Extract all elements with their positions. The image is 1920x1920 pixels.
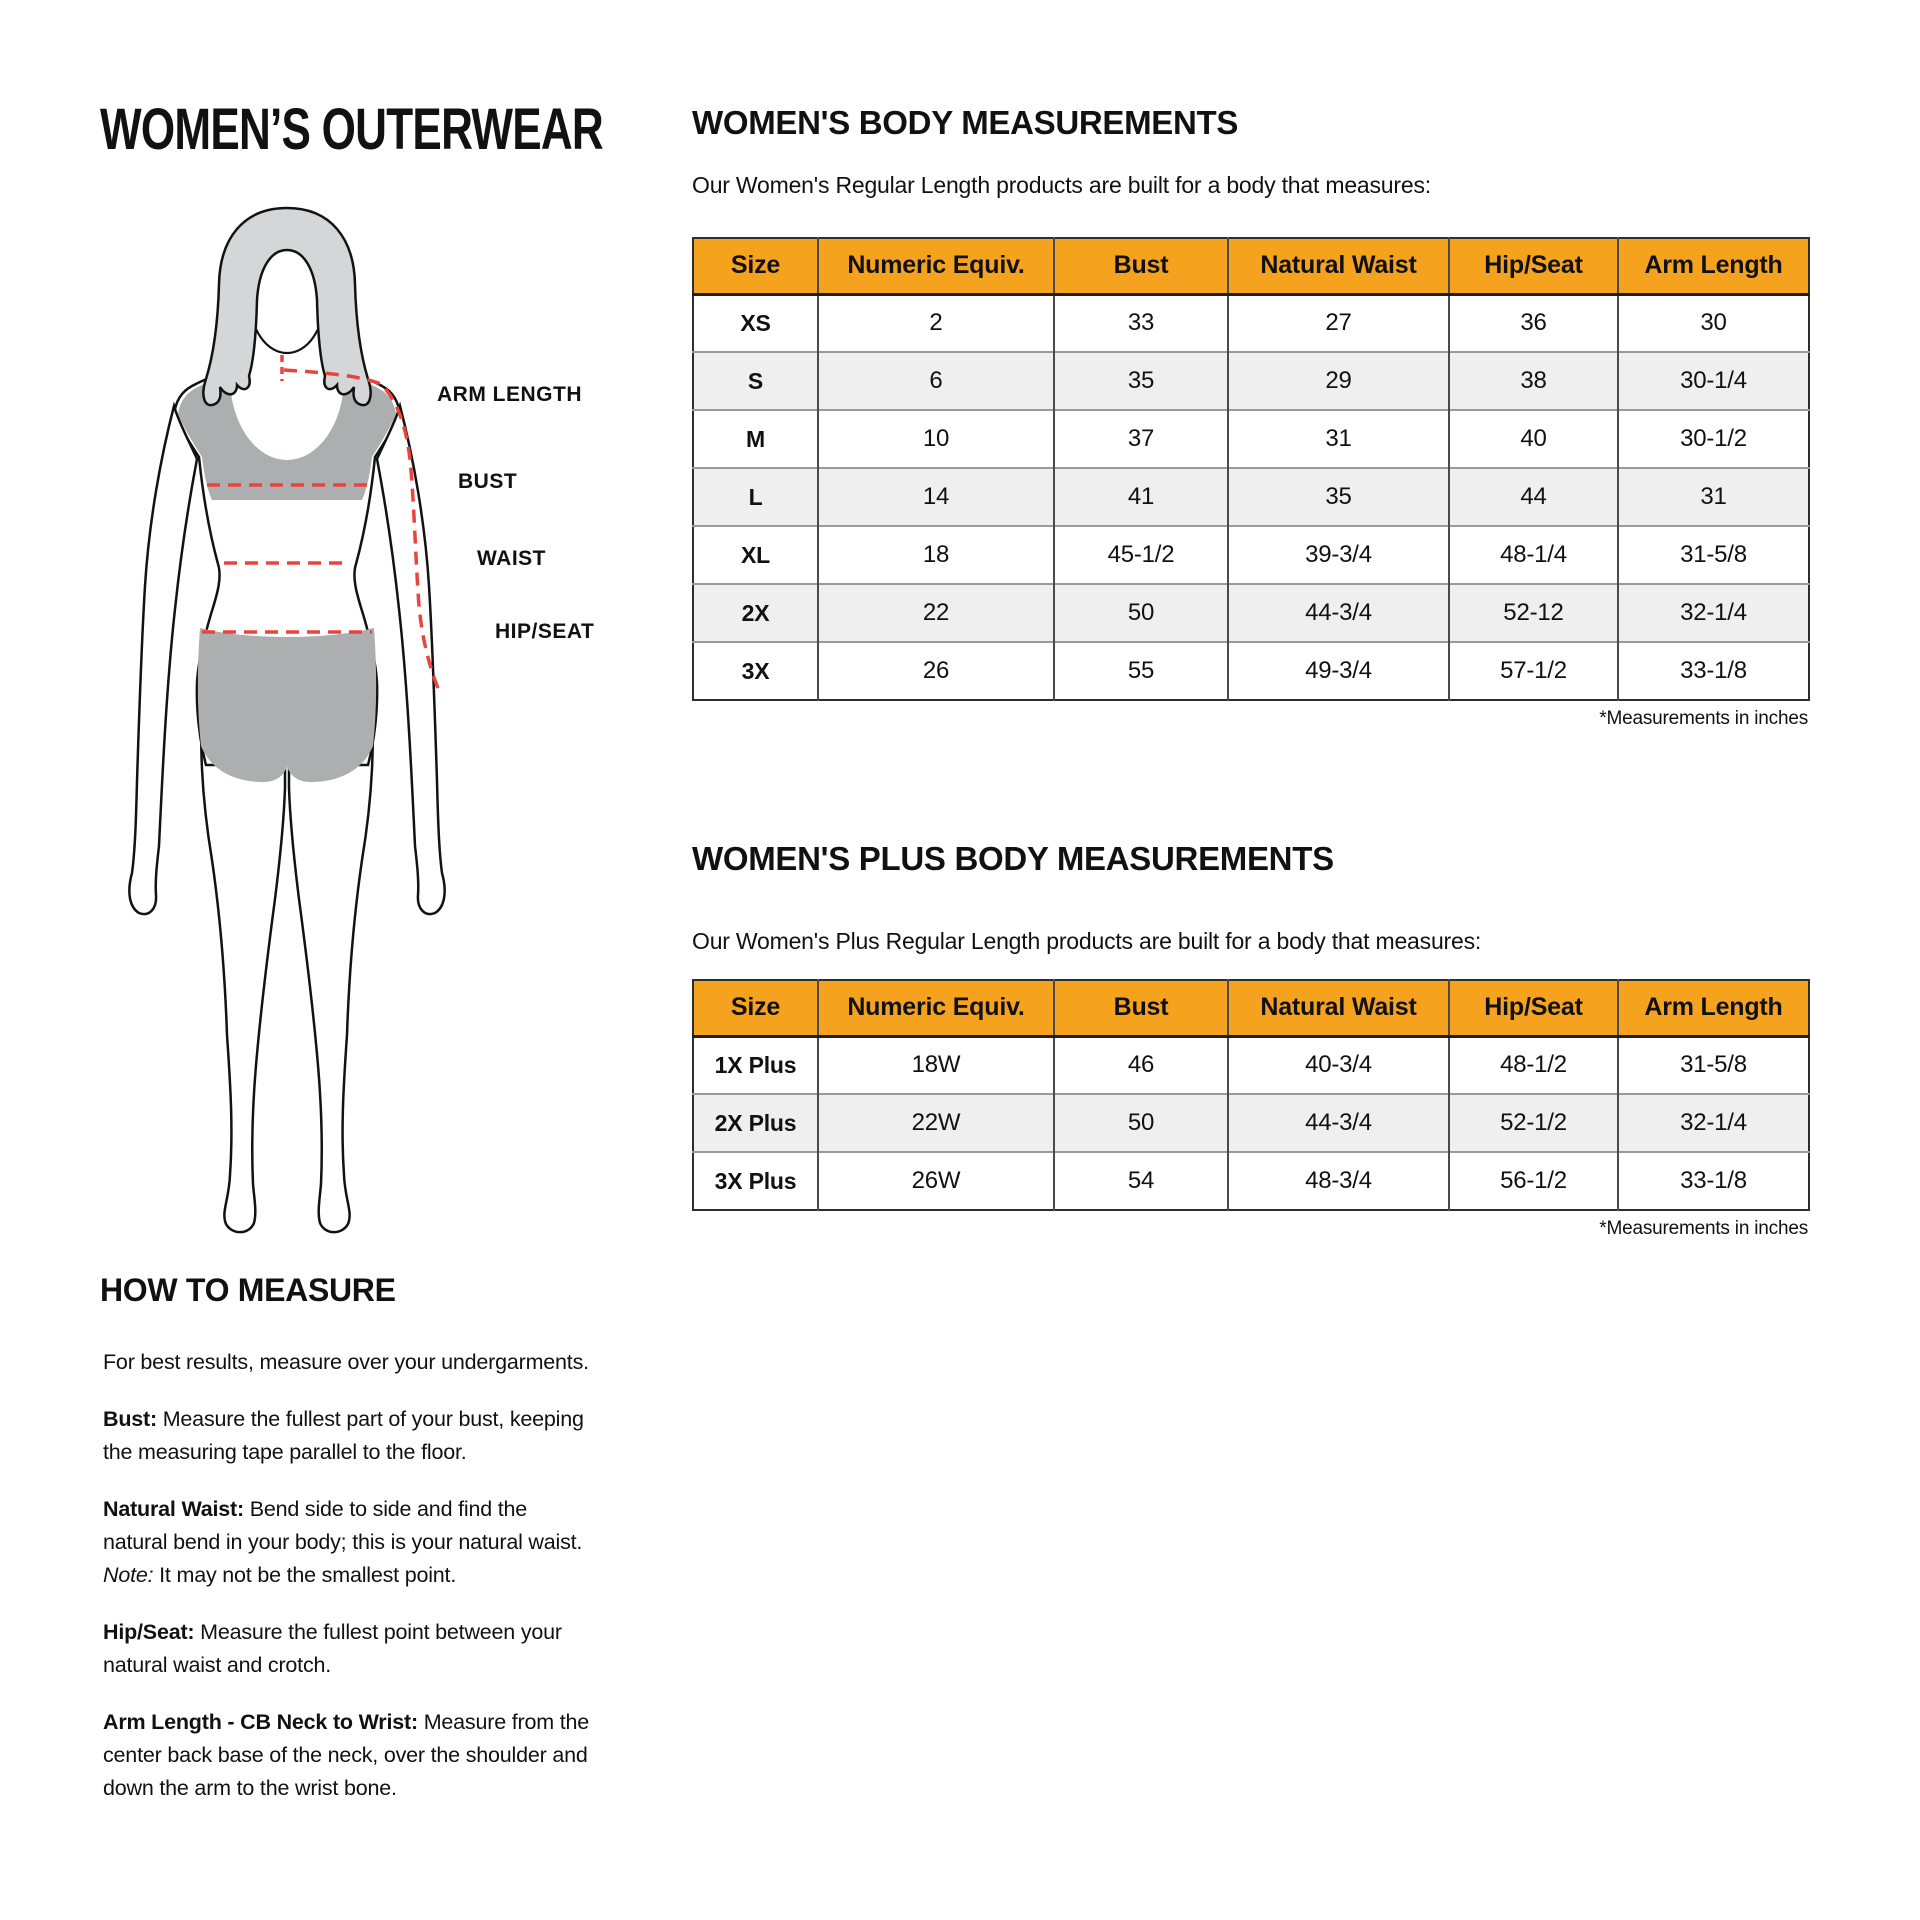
paragraph-note-lead: Note: (103, 1563, 154, 1587)
table-cell: 22 (818, 584, 1054, 642)
table-cell: 40 (1449, 410, 1618, 468)
how-to-paragraph: For best results, measure over your undergarments. (103, 1350, 589, 1374)
how-to-paragraph: Arm Length - CB Neck to Wrist: Measure from the center back base of the neck, over the shoulder and down the arm to the wrist bone. (103, 1710, 589, 1800)
measurements-note-plus: *Measurements in inches (1599, 1218, 1808, 1239)
table-row (693, 468, 1809, 526)
size-cell: 1X Plus (714, 1051, 797, 1078)
table-cell: 50 (1054, 584, 1228, 642)
table-cell: 14 (818, 468, 1054, 526)
figure-label-arm-length: ARM LENGTH (437, 383, 582, 406)
section-intro-regular: Our Women's Regular Length products are built for a body that measures: (692, 172, 1431, 198)
figure-label-bust: BUST (458, 470, 518, 493)
column-header: Arm Length (1618, 238, 1809, 294)
how-to-paragraph: Hip/Seat: Measure the fullest point between your natural waist and crotch. (103, 1620, 562, 1677)
table-cell: 30-1/2 (1618, 410, 1809, 468)
table-cell: 31-5/8 (1618, 1036, 1809, 1094)
table-cell: 44-3/4 (1228, 1094, 1449, 1152)
how-to-measure-heading: HOW TO MEASURE (100, 1272, 396, 1308)
column-header: Size (693, 238, 818, 294)
table-row (693, 1036, 1809, 1094)
table-cell: 18W (818, 1036, 1054, 1094)
table-cell: 37 (1054, 410, 1228, 468)
paragraph-lead: Natural Waist: (103, 1497, 250, 1521)
table-cell: 32-1/4 (1618, 1094, 1809, 1152)
table-cell: 22W (818, 1094, 1054, 1152)
size-cell: 2X Plus (714, 1109, 797, 1136)
size-cell: 2X (741, 599, 770, 626)
size-cell: 3X Plus (714, 1167, 797, 1194)
table-cell: 33 (1054, 294, 1228, 352)
table-cell: 36 (1449, 294, 1618, 352)
regular-size-table (692, 237, 1810, 701)
table-row (693, 294, 1809, 352)
size-cell: 3X (741, 657, 770, 684)
table-cell: 35 (1054, 352, 1228, 410)
table-cell: 38 (1449, 352, 1618, 410)
table-cell: 26W (818, 1152, 1054, 1210)
table-cell: 33-1/8 (1618, 1152, 1809, 1210)
table-cell: 44-3/4 (1228, 584, 1449, 642)
table-cell: 48-1/2 (1449, 1036, 1618, 1094)
table-cell: 27 (1228, 294, 1449, 352)
left-arm-shape (129, 406, 197, 914)
column-header: Hip/Seat (1449, 980, 1618, 1036)
table-cell: 6 (818, 352, 1054, 410)
figure-label-waist: WAIST (477, 547, 546, 570)
table-cell: 45-1/2 (1054, 526, 1228, 584)
table-cell: 10 (818, 410, 1054, 468)
size-cell: S (747, 367, 764, 394)
table-row (693, 352, 1809, 410)
table-cell: 31-5/8 (1618, 526, 1809, 584)
table-cell: 55 (1054, 642, 1228, 700)
table-cell: 40-3/4 (1228, 1036, 1449, 1094)
paragraph-lead: Bust: (103, 1407, 163, 1431)
table-cell: 46 (1054, 1036, 1228, 1094)
table-cell: 56-1/2 (1449, 1152, 1618, 1210)
table-cell: 39-3/4 (1228, 526, 1449, 584)
page-title: WOMEN’S OUTERWEAR (100, 97, 603, 162)
figure-label-hip-seat: HIP/SEAT (495, 620, 595, 643)
column-header: Numeric Equiv. (818, 238, 1054, 294)
how-to-paragraph: Natural Waist: Bend side to side and find the natural bend in your body; this is your natural waist. Note: It may not be the smallest point. (103, 1497, 583, 1587)
table-row (693, 642, 1809, 700)
column-header: Bust (1054, 238, 1228, 294)
table-cell: 30-1/4 (1618, 352, 1809, 410)
table-cell: 52-1/2 (1449, 1094, 1618, 1152)
plus-size-table (692, 979, 1810, 1211)
table-cell: 30 (1618, 294, 1809, 352)
table-cell: 26 (818, 642, 1054, 700)
column-header: Natural Waist (1228, 238, 1449, 294)
table-cell: 35 (1228, 468, 1449, 526)
section-heading-plus: WOMEN'S PLUS BODY MEASUREMENTS (692, 840, 1334, 877)
section-heading-regular: WOMEN'S BODY MEASUREMENTS (692, 104, 1239, 141)
table-cell: 52-12 (1449, 584, 1618, 642)
table-row (693, 410, 1809, 468)
size-cell: L (748, 483, 763, 510)
table-cell: 31 (1228, 410, 1449, 468)
table-cell: 2 (818, 294, 1054, 352)
shorts-shape (198, 628, 376, 782)
size-cell: XS (740, 309, 771, 336)
table-cell: 50 (1054, 1094, 1228, 1152)
size-cell: M (746, 425, 765, 452)
measurements-note-regular: *Measurements in inches (1599, 708, 1808, 729)
table-cell: 54 (1054, 1152, 1228, 1210)
table-cell: 48-3/4 (1228, 1152, 1449, 1210)
table-cell: 33-1/8 (1618, 642, 1809, 700)
right-arm-shape (377, 406, 445, 914)
column-header: Arm Length (1618, 980, 1809, 1036)
size-cell: XL (741, 541, 770, 568)
table-cell: 49-3/4 (1228, 642, 1449, 700)
how-to-paragraph: Bust: Measure the fullest part of your bust, keeping the measuring tape parallel to the floor. (103, 1407, 584, 1464)
table-cell: 32-1/4 (1618, 584, 1809, 642)
header-row (693, 238, 1809, 294)
column-header: Hip/Seat (1449, 238, 1618, 294)
how-to-measure-body (103, 1346, 593, 1829)
table-row (693, 1094, 1809, 1152)
table-cell: 41 (1054, 468, 1228, 526)
table-cell: 44 (1449, 468, 1618, 526)
table-cell: 31 (1618, 468, 1809, 526)
body-figure-illustration (100, 200, 470, 1245)
section-intro-plus: Our Women's Plus Regular Length products are built for a body that measures: (692, 928, 1482, 954)
column-header: Size (693, 980, 818, 1036)
table-cell: 57-1/2 (1449, 642, 1618, 700)
column-header: Bust (1054, 980, 1228, 1036)
column-header: Numeric Equiv. (818, 980, 1054, 1036)
table-row (693, 584, 1809, 642)
paragraph-lead: Hip/Seat: (103, 1620, 201, 1644)
header-row (693, 980, 1809, 1036)
column-header: Natural Waist (1228, 980, 1449, 1036)
table-row (693, 1152, 1809, 1210)
paragraph-lead: Arm Length - CB Neck to Wrist: (103, 1710, 424, 1734)
table-cell: 18 (818, 526, 1054, 584)
table-cell: 48-1/4 (1449, 526, 1618, 584)
table-cell: 29 (1228, 352, 1449, 410)
table-row (693, 526, 1809, 584)
body-measurement-diagram (100, 200, 720, 1245)
